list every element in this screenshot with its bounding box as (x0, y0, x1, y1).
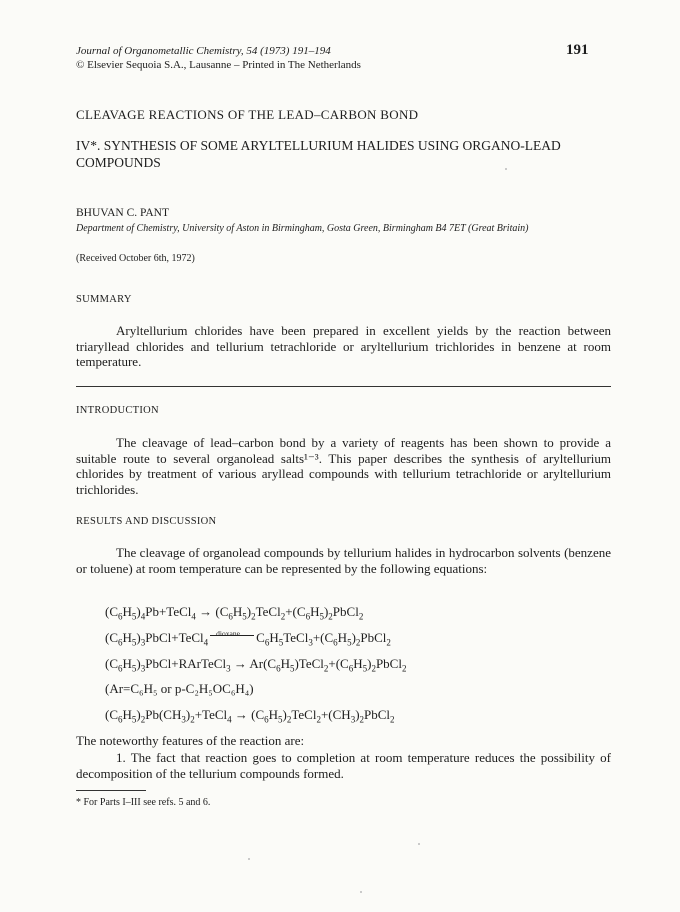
section-divider (76, 386, 611, 387)
scan-speck (248, 858, 250, 860)
summary-heading: SUMMARY (76, 294, 132, 305)
footnote-rule (76, 790, 146, 791)
introduction-heading: INTRODUCTION (76, 405, 159, 416)
arrow-label: dioxane (216, 629, 240, 638)
paper-title: IV*. SYNTHESIS OF SOME ARYLTELLURIUM HALIDES USING ORGANO-LEAD COMPOUNDS (76, 138, 561, 170)
journal-citation (76, 44, 361, 72)
scan-speck (418, 843, 420, 845)
page-number: 191 (566, 42, 589, 58)
results-text: The cleavage of organolead compounds by tellurium halides in hydrocarbon solvents (benzene or toluene) at room temperature can be represented by the following equations: (76, 545, 611, 576)
equation-3: $(C_6H_5)_3PbCl+RArTeCl_3$ → $Ar(C_6H_5)TeCl_2+(C_6H_5)_2PbCl_2$ (105, 656, 407, 674)
aryl-definition: (Ar=C₆H₅ or p-C₂H₅OC₆H₄) (105, 681, 254, 696)
equation-1: $(C_6H_5)_4Pb+TeCl_4$ → $(C_6H_5)_2TeCl_2+(C_6H_5)_2PbCl_2$ (105, 604, 364, 622)
features-intro: The noteworthy features of the reaction are: (76, 733, 305, 748)
received-date: (Received October 6th, 1972) (76, 253, 195, 264)
journal-line-1: Journal of Organometallic Chemistry, 54 (1973) 191–194 (76, 45, 331, 57)
author-affiliation: Department of Chemistry, University of Aston in Birmingham, Gosta Green, Birmingham B4 7ET (Great Britain) (76, 223, 529, 234)
introduction-text: The cleavage of lead–carbon bond by a variety of reagents has been shown to provide a suitable route to several organolead salts¹⁻³. This paper describes the synthesis of aryltellurium chlorides by treatment of various aryllead compounds with tellurium tetrachloride or aryltellurium trichlorides. (76, 435, 611, 497)
journal-line-2: © Elsevier Sequoia S.A., Lausanne – Printed in The Netherlands (76, 59, 361, 71)
footnote: * For Parts I–III see refs. 5 and 6. (76, 797, 211, 808)
summary-text: Aryltellurium chlorides have been prepared in excellent yields by the reaction between triaryllead chlorides and tellurium tetrachloride or aryltellurium trichlorides in benzene at room temperature. (76, 323, 611, 369)
scan-speck (360, 891, 362, 893)
feature-1: 1. The fact that reaction goes to completion at room temperature reduces the possibility of decomposition of the tellurium compounds formed. (76, 750, 611, 781)
author-name: BHUVAN C. PANT (76, 207, 169, 219)
series-title: CLEAVAGE REACTIONS OF THE LEAD–CARBON BOND (76, 107, 419, 122)
equation-2: $(C_6H_5)_3PbCl+TeCl_4$ dioxane $C_6H_5TeCl_3+(C_6H_5)_2PbCl_2$ (105, 629, 391, 648)
results-heading: RESULTS AND DISCUSSION (76, 516, 217, 527)
scan-speck (505, 168, 507, 170)
equation-4: $(C_6H_5)_2Pb(CH_3)_2+TeCl_4$ → $(C_6H_5)_2TeCl_2+(CH_3)_2PbCl_2$ (105, 707, 395, 725)
